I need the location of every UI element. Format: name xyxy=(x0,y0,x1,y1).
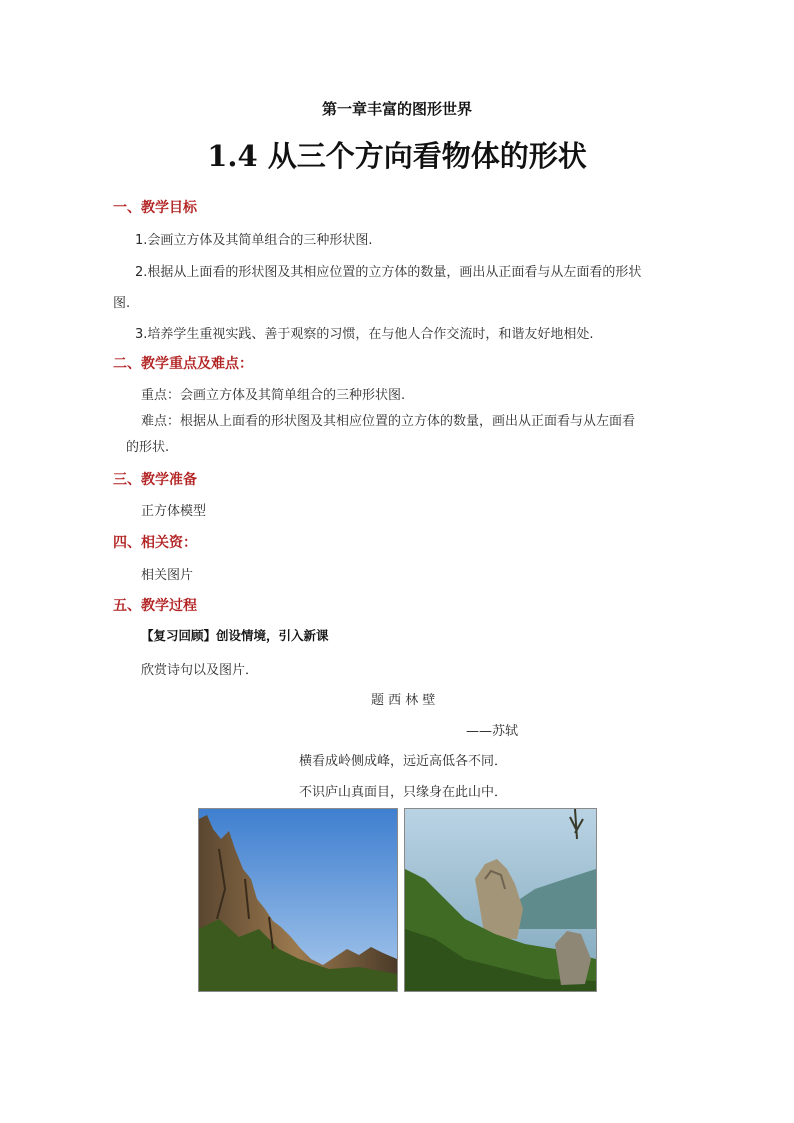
mountain-photo-right xyxy=(404,808,597,992)
section-heading-goals: 一、教学目标 xyxy=(113,200,197,216)
difficulty-text: 难点：根据从上面看的形状图及其相应位置的立方体的数量，画出从正面看与从左面看 xyxy=(141,414,636,429)
goal-item-2: 2.根据从上面看的形状图及其相应位置的立方体的数量，画出从正面看与从左面看的形状 xyxy=(135,265,642,280)
page-title: 1.4 从三个方向看物体的形状 xyxy=(207,139,587,173)
section-heading-resources: 四、相关资： xyxy=(113,535,197,551)
resources-text: 相关图片 xyxy=(141,568,194,583)
goal-item-1: 1.会画立方体及其简单组合的三种形状图. xyxy=(135,233,373,248)
poem-line-2: 不识庐山真面目，只缘身在此山中． xyxy=(299,785,508,800)
review-label: 【复习回顾】创设情境，引入新课 xyxy=(141,628,329,643)
preparation-text: 正方体模型 xyxy=(141,504,207,519)
section-heading-preparation: 三、教学准备 xyxy=(113,472,197,488)
chapter-title: 第一章丰富的图形世界 xyxy=(321,100,472,118)
section-heading-process: 五、教学过程 xyxy=(113,598,197,614)
goal-item-2-cont: 图. xyxy=(113,296,131,311)
poem-title: 题 西 林 壁 xyxy=(371,693,436,708)
key-point-text: 重点：会画立方体及其简单组合的三种形状图. xyxy=(141,388,406,403)
difficulty-text-cont: 的形状. xyxy=(126,440,170,455)
goal-item-3: 3.培养学生重视实践、善于观察的习惯，在与他人合作交流时，和谐友好地相处. xyxy=(135,327,594,342)
poem-line-1: 横看成岭侧成峰，远近高低各不同． xyxy=(299,754,508,769)
section-heading-key-points: 二、教学重点及难点： xyxy=(113,356,253,372)
intro-text: 欣赏诗句以及图片． xyxy=(141,663,259,678)
mountain-photo-left xyxy=(198,808,398,992)
poem-author: ——苏轼 xyxy=(466,724,519,739)
